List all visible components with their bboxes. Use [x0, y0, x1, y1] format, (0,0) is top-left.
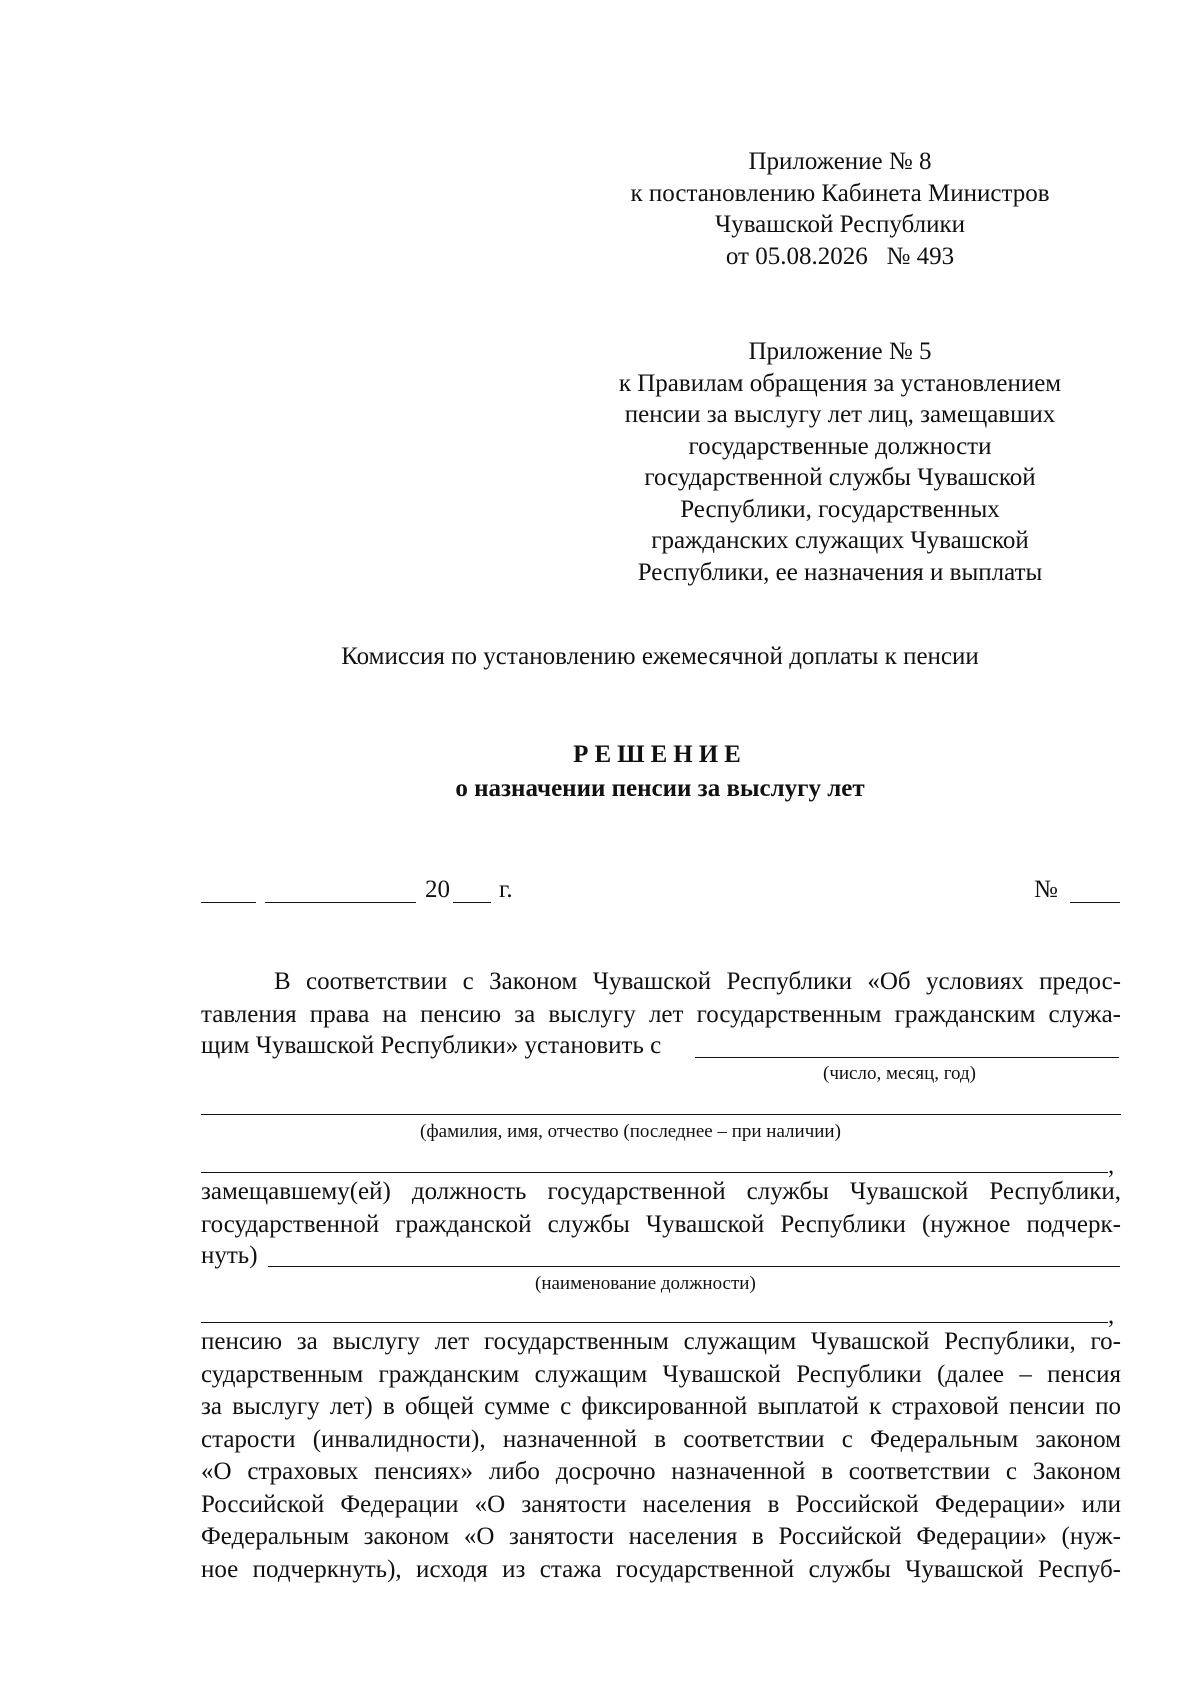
fio-comma: ,	[1108, 1152, 1115, 1179]
position-line-3: нуть)	[201, 1242, 258, 1269]
pension-line-4: старости (инвалидности), назначенной в соответствии с Федеральным законом	[201, 1425, 1121, 1453]
day-blank[interactable]	[201, 902, 256, 903]
fio-caption: (фамилия, имя, отчество (последнее – при наличии)	[420, 1121, 841, 1142]
year-blank[interactable]	[453, 902, 491, 903]
pension-line-6: Российской Федерации «О занятости населения в Российской Федерации» или	[201, 1490, 1121, 1518]
year-prefix: 20	[425, 876, 450, 903]
month-blank[interactable]	[265, 902, 416, 903]
position-line-1: замещавшему(ей) должность государственной службы Чувашской Республики,	[201, 1178, 1121, 1205]
number-blank[interactable]	[1070, 902, 1120, 903]
pension-line-7: Федеральным законом «О занятости населения в Российской Федерации» (нуж-	[201, 1523, 1121, 1550]
document-title: РЕШЕНИЕ	[573, 741, 747, 768]
position-paragraph	[201, 1176, 1121, 1241]
pension-line-8: ное подчеркнуть), исходя из стажа государственной службы Чувашской Респуб-	[201, 1555, 1121, 1583]
intro-line-3: щим Чувашской Республики» установить с	[201, 1032, 662, 1059]
appendix-5-header	[570, 336, 1110, 588]
intro-line-1: В соответствии с Законом Чувашской Республики «Об условиях предос-	[274, 968, 1121, 995]
pension-line-1: пенсию за выслугу лет государственным служащим Чувашской Республики, го-	[201, 1328, 1121, 1355]
pension-line-5: «О страховых пенсиях» либо досрочно назначенной в соответствии с Законом	[201, 1458, 1121, 1485]
position-line-2: государственной гражданской службы Чувашской Республики (нужное подчерк-	[201, 1210, 1121, 1238]
appendix-5-line-7: гражданских служащих Чувашской	[651, 527, 1029, 554]
pension-line-2: сударственным гражданским служащим Чувашской Республики (далее – пенсия	[201, 1360, 1121, 1388]
appendix-8-line-1: Приложение № 8	[748, 148, 932, 175]
position-continuation-blank[interactable]	[201, 1322, 1108, 1323]
fio-blank[interactable]	[201, 1114, 1121, 1115]
appendix-5-line-5: государственной службы Чувашской	[644, 464, 1036, 491]
appendix-8-line-3: Чувашской Республики	[714, 211, 966, 238]
pension-line-3: за выслугу лет) в общей сумме с фиксированной выплатой к страховой пенсии по	[201, 1393, 1121, 1420]
appendix-5-line-4: государственные должности	[688, 432, 992, 460]
appendix-8-line-4: от 05.08.2026 № 493	[725, 242, 955, 270]
position-blank[interactable]	[268, 1266, 1120, 1267]
number-sign: №	[1034, 876, 1058, 903]
intro-line-2: тавления права на пенсию за выслугу лет государственным гражданским служа-	[201, 1000, 1121, 1028]
appendix-5-line-2: к Правилам обращения за установлением	[618, 369, 1062, 397]
appendix-8-line-2: к постановлению Кабинета Министров	[630, 179, 1050, 207]
start-date-blank[interactable]	[695, 1057, 1119, 1058]
fio-continuation-blank[interactable]	[201, 1172, 1108, 1173]
appendix-5-line-6: Республики, государственных	[680, 495, 1000, 523]
appendix-8-header	[570, 146, 1110, 272]
appendix-5-line-3: пенсии за выслугу лет лиц, замещавших	[624, 401, 1056, 428]
appendix-5-line-1: Приложение № 5	[748, 338, 932, 365]
position-comma: ,	[1108, 1302, 1115, 1329]
position-caption: (наименование должности)	[535, 1273, 756, 1294]
pension-paragraph	[201, 1326, 1121, 1586]
document-subtitle: о назначении пенсии за выслугу лет	[455, 775, 865, 802]
intro-paragraph	[201, 966, 1121, 1031]
commission-name: Комиссия по установлению ежемесячной доплаты к пенсии	[341, 643, 979, 670]
appendix-5-line-8: Республики, ее назначения и выплаты	[637, 558, 1043, 586]
year-suffix: г.	[499, 876, 513, 903]
date-caption: (число, месяц, год)	[823, 1063, 977, 1084]
